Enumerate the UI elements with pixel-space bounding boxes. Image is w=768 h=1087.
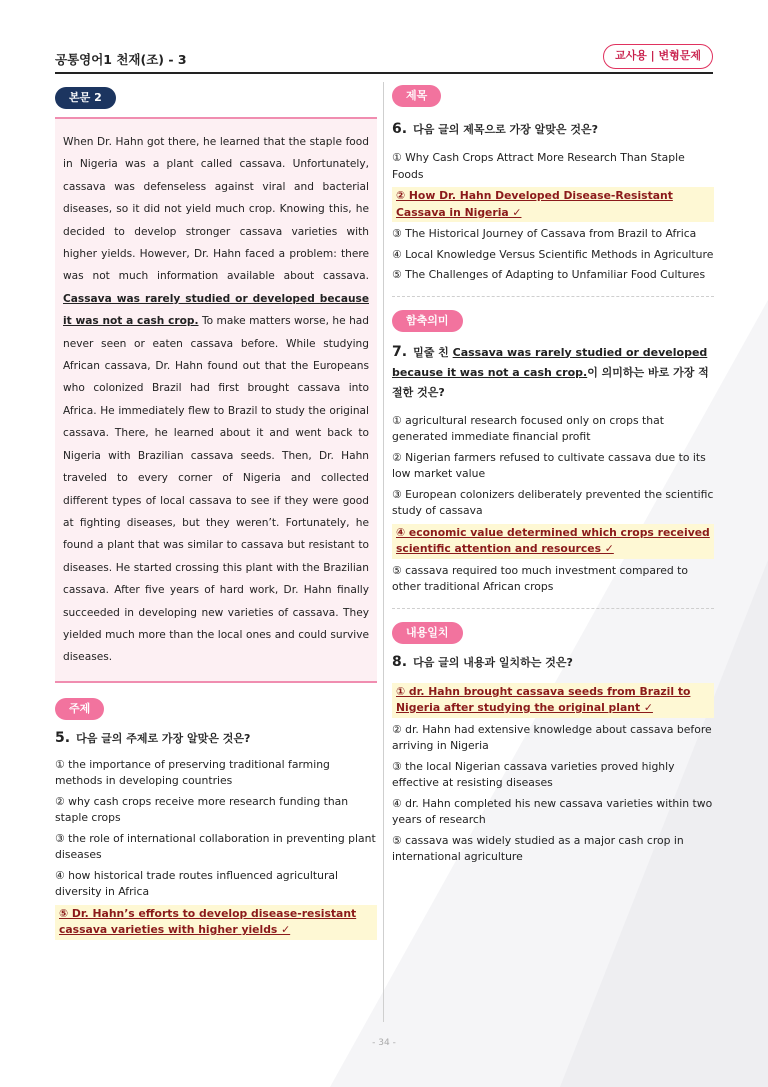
q6-option-2-answer[interactable]: ② How Dr. Hahn Developed Disease-Resistant Cassava in Nigeria ✓ <box>392 187 714 222</box>
q6-option-5[interactable]: ⑤ The Challenges of Adapting to Unfamiliar Food Cultures <box>392 268 706 281</box>
q6-options <box>392 150 714 284</box>
column-divider <box>383 82 384 1022</box>
q5-option-4[interactable]: ④ how historical trade routes influenced agricultural diversity in Africa <box>55 868 339 899</box>
q8-question: 다음 글의 내용과 일치하는 것은? <box>413 655 573 669</box>
q6-title <box>392 121 714 138</box>
q7-question-suffix: 이 의미하는 바로 가장 적절한 것은? <box>392 365 709 399</box>
q7-option-2[interactable]: ② Nigerian farmers refused to cultivate cassava due to its low market value <box>392 450 706 480</box>
right-column <box>392 84 714 878</box>
q7-title <box>392 342 714 403</box>
q6-option-3[interactable]: ③ The Historical Journey of Cassava from Brazil to Africa <box>392 227 697 240</box>
q5-options <box>55 757 377 940</box>
q6-option-1[interactable]: ① Why Cash Crops Attract More Research Than Staple Foods <box>392 151 685 181</box>
q7-question-prefix: 밑줄 친 <box>413 345 449 359</box>
question-8 <box>392 621 714 878</box>
q5-option-3[interactable]: ③ the role of international collaboration in preventing plant diseases <box>55 831 376 862</box>
q7-options <box>392 413 714 596</box>
teacher-badge: 교사용 | 변형문제 <box>603 44 713 69</box>
q8-options <box>392 683 714 866</box>
q5-title <box>55 730 377 747</box>
q5-type-label: 주제 <box>55 698 104 720</box>
left-column <box>55 86 377 944</box>
q7-option-3[interactable]: ③ European colonizers deliberately prevented the scientific study of cassava <box>392 487 714 517</box>
q8-number: 8. <box>392 653 408 670</box>
q7-option-4-answer[interactable]: ④ economic value determined which crops received scientific attention and resources ✓ <box>392 524 714 559</box>
q5-number: 5. <box>55 729 71 746</box>
passage-box <box>55 117 377 683</box>
q6-type-label: 제목 <box>392 85 441 107</box>
q8-option-1-answer[interactable]: ① dr. Hahn brought cassava seeds from Brazil to Nigeria after studying the original plant ✓ <box>392 683 714 718</box>
page-header <box>55 44 713 74</box>
question-7 <box>392 309 714 609</box>
q8-option-5[interactable]: ⑤ cassava was widely studied as a major cash crop in international agriculture <box>392 833 684 863</box>
q7-number: 7. <box>392 343 408 360</box>
q7-option-5[interactable]: ⑤ cassava required too much investment compared to other traditional African crops <box>392 563 688 593</box>
q5-option-2[interactable]: ② why cash crops receive more research funding than staple crops <box>55 794 349 825</box>
passage-text-after: To make matters worse, he had never seen or eaten cassava before. While studying African cassava, Dr. Hahn found out that the Europeans who colonized Brazil had first brought cassava into Africa. He immediately flew to Brazil to study the original cassava. There, he learned about it and went back to Nigeria with Brazilian cassava seeds. Then, Dr. Hahn traveled to every corner of Nigeria and collected different types of local cassava to see if they were good at fighting diseases, but they weren’t. Fortunately, he found a plant that was similar to cassava but resistant to diseases. He started crossing this plant with the Brazilian cassava. After five years of hard work, Dr. Hahn finally succeeded in developing new varieties of cassava. They yielded much more than the local ones and could survive diseases. <box>63 315 369 664</box>
q5-question: 다음 글의 주제로 가장 알맞은 것은? <box>76 731 251 745</box>
q7-underlined-sentence: Cassava was rarely studied or developed because it was not a cash crop. <box>392 345 708 379</box>
page-number: - 34 - <box>372 1038 396 1048</box>
q5-option-1[interactable]: ① the importance of preserving traditional farming methods in developing countries <box>55 757 330 788</box>
q8-option-3[interactable]: ③ the local Nigerian cassava varieties proved highly effective at resisting diseases <box>392 759 675 789</box>
passage-underlined-sentence: Cassava was rarely studied or developed because it was not a cash crop. <box>63 292 369 328</box>
q8-type-label: 내용일치 <box>392 622 463 644</box>
passage-label: 본문 2 <box>55 87 116 109</box>
q8-option-2[interactable]: ② dr. Hahn had extensive knowledge about cassava before arriving in Nigeria <box>392 722 712 752</box>
q8-option-4[interactable]: ④ dr. Hahn completed his new cassava varieties within two years of research <box>392 796 713 826</box>
q6-question: 다음 글의 제목으로 가장 알맞은 것은? <box>413 123 598 136</box>
q6-option-4[interactable]: ④ Local Knowledge Versus Scientific Methods in Agriculture <box>392 247 714 261</box>
question-6 <box>392 84 714 297</box>
passage-text-before: When Dr. Hahn got there, he learned that the staple food in Nigeria was a plant called cassava. Unfortunately, cassava was defenseless against viral and bacterial diseases, so it did not yield much crop. Knowing this, he decided to develop stronger cassava varieties with higher yields. However, Dr. Hahn faced a problem: there was not much information available about cassava. <box>63 136 369 283</box>
q7-option-1[interactable]: ① agricultural research focused only on crops that generated immediate financial profit <box>392 413 664 443</box>
q6-number: 6. <box>392 121 408 137</box>
q5-option-5-answer[interactable]: ⑤ Dr. Hahn’s efforts to develop disease-resistant cassava varieties with higher yields ✓ <box>55 905 377 940</box>
page-title: 공통영어1 천재(조) - 3 <box>55 52 187 67</box>
q7-type-label: 함축의미 <box>392 310 463 332</box>
question-5 <box>55 697 377 940</box>
q8-title <box>392 654 714 671</box>
